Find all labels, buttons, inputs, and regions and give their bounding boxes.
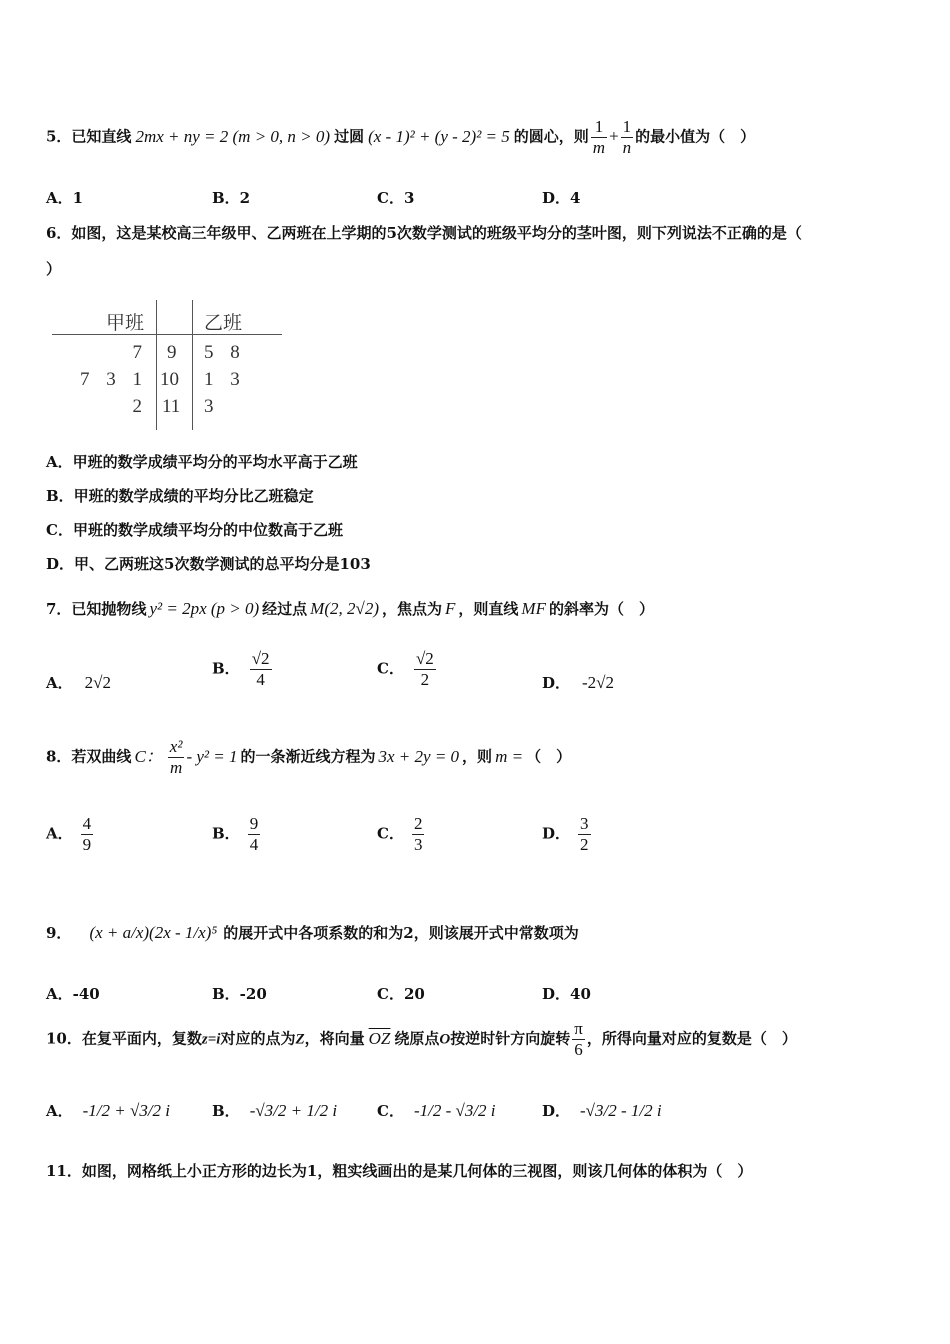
q7-option-c-label: C． xyxy=(377,659,404,678)
q5-mid-text: 过圆 xyxy=(334,127,365,146)
q9-option-d: D．40 xyxy=(542,985,591,1003)
question-7 xyxy=(46,598,654,619)
q9-option-c: C．20 xyxy=(377,985,425,1003)
q7-option-c-fraction: $\frac{√2}{2}$ xyxy=(415,649,434,689)
question-6-line-1: 6．如图，这是某校高三年级甲、乙两班在上学期的5次数学测试的班级平均分的茎叶图，则下列说法不正确的是（ xyxy=(46,224,802,242)
q5-option-c: C．3 xyxy=(377,189,415,207)
q5-plus: + xyxy=(609,126,619,146)
q5-tail: 的最小值为（ ） xyxy=(635,127,756,146)
q10-text-4: 绕原点 xyxy=(394,1029,440,1048)
q10-text-6: ，所得向量对应的复数是（ ） xyxy=(586,1029,797,1048)
q5-mid-text-2: 的圆心，则 xyxy=(513,127,589,146)
q6-option-a: A．甲班的数学成绩平均分的平均水平高于乙班 xyxy=(46,453,358,471)
q10-origin: O xyxy=(439,1031,451,1048)
q7-mid-text: 经过点 xyxy=(262,600,308,618)
question-9 xyxy=(46,922,579,943)
q9-expression: (x + a/x)(2x - 1/x)⁵ xyxy=(89,923,218,942)
q9-tail: 的展开式中各项系数的和为2，则该展开式中常数项为 xyxy=(223,924,579,942)
stem-leaf-row-2-left: 7 3 1 xyxy=(80,369,142,390)
q6-option-d: D．甲、乙两班这5次数学测试的总平均分是103 xyxy=(46,555,371,573)
q8-mid-text-2: ，则 xyxy=(462,747,493,766)
q10-option-a-value: -1/2 + √3/2 i xyxy=(82,1101,171,1120)
q9-option-a: A．-40 xyxy=(46,985,100,1003)
q8-number: 8．若双曲线 xyxy=(46,747,132,766)
q5-fraction-1: $\frac{1}{m}$ xyxy=(592,117,606,157)
q9-option-b: B．-20 xyxy=(212,985,267,1003)
q5-line-equation: 2mx + ny = 2 (m > 0, n > 0) xyxy=(135,126,331,146)
q8-equation-rest: - y² = 1 xyxy=(186,746,238,766)
stem-leaf-row-3-right: 3 xyxy=(204,396,214,417)
stem-leaf-row-3-left: 2 xyxy=(132,396,142,417)
q8-option-c-fraction: $\frac{2}{3}$ xyxy=(413,814,423,854)
stem-leaf-header-divider xyxy=(52,334,282,335)
q7-option-d-value: -2√2 xyxy=(582,673,615,692)
q8-curve-c: C： xyxy=(134,746,163,766)
question-11: 11．如图，网格纸上小正方形的边长为1，粗实线画出的是某几何体的三视图，则该几何体的体积为（ ） xyxy=(46,1162,753,1180)
q10-option-a-label: A． xyxy=(46,1102,73,1120)
q8-asymptote: 3x + 2y = 0 xyxy=(378,746,460,766)
q8-mid-text: 的一条渐近线方程为 xyxy=(240,747,376,766)
question-8 xyxy=(46,738,571,777)
q7-line-mf: MF xyxy=(521,599,546,618)
stem-leaf-left-header: 甲班 xyxy=(106,313,145,334)
q5-number: 5．已知直线 xyxy=(46,127,132,146)
q7-option-c xyxy=(377,650,438,689)
stem-leaf-divider-right xyxy=(192,300,193,430)
q8-tail: （ ） xyxy=(526,747,572,766)
stem-leaf-row-3-stem: 11 xyxy=(162,396,181,417)
q10-option-d-label: D． xyxy=(542,1102,571,1120)
q7-point: M(2, 2√2) xyxy=(310,599,379,618)
q8-option-d-fraction: $\frac{3}{2}$ xyxy=(580,814,589,854)
q10-option-c-value: -1/2 - √3/2 i xyxy=(413,1101,496,1120)
q8-option-a-label: A． xyxy=(46,824,73,843)
stem-leaf-row-2-stem: 10 xyxy=(160,369,179,390)
q10-point-z: Z xyxy=(295,1031,305,1048)
q10-text-3: ，将向量 xyxy=(304,1029,365,1048)
q10-vector-oz: $\overline{OZ}$ xyxy=(368,1028,391,1048)
stem-leaf-divider-left xyxy=(156,300,157,430)
q10-option-d xyxy=(542,1100,662,1121)
q7-option-d-label: D． xyxy=(542,674,571,692)
q10-text-1: 10．在复平面内，复数 xyxy=(46,1029,202,1048)
q8-option-a-fraction: $\frac{4}{9}$ xyxy=(82,814,92,854)
q9-number: 9． xyxy=(46,924,72,942)
q5-option-d: D．4 xyxy=(542,189,581,207)
q8-option-b-label: B． xyxy=(212,824,240,843)
stem-leaf-row-1-right: 5 8 xyxy=(204,342,240,363)
q10-text-5: 按逆时针方向旋转 xyxy=(450,1029,571,1048)
q8-option-d xyxy=(542,815,593,854)
q8-option-d-label: D． xyxy=(542,824,571,843)
q6-option-b: B．甲班的数学成绩的平均分比乙班稳定 xyxy=(46,487,314,505)
q5-option-b: B．2 xyxy=(212,189,251,207)
q8-option-a xyxy=(46,815,95,854)
question-10 xyxy=(46,1020,797,1059)
q8-fraction: $\frac{\text{x²}}{m}$ xyxy=(169,737,183,777)
q7-option-a-label: A． xyxy=(46,674,73,692)
q7-option-b xyxy=(212,650,274,689)
q10-option-a xyxy=(46,1100,170,1121)
q8-option-c-label: C． xyxy=(377,824,404,843)
stem-leaf-row-1-stem: 9 xyxy=(167,342,177,363)
q7-mid-text-2: ，焦点为 xyxy=(382,600,443,618)
q7-option-a xyxy=(46,672,111,693)
q10-option-b xyxy=(212,1100,337,1121)
q5-circle-equation: (x - 1)² + (y - 2)² = 5 xyxy=(368,126,510,146)
q7-option-b-fraction: $\frac{√2}{4}$ xyxy=(251,649,270,689)
question-5 xyxy=(46,118,755,157)
q6-option-c: C．甲班的数学成绩平均分的中位数高于乙班 xyxy=(46,521,343,539)
q7-focus: F xyxy=(445,599,456,618)
q5-option-a: A．1 xyxy=(46,189,84,207)
q7-option-a-value: 2√2 xyxy=(84,673,111,692)
stem-leaf-row-1-left: 7 xyxy=(132,342,142,363)
q8-option-c xyxy=(377,815,426,854)
q10-option-c xyxy=(377,1100,496,1121)
stem-leaf-right-header: 乙班 xyxy=(204,313,243,334)
q7-option-b-label: B． xyxy=(212,659,240,678)
q10-text-2: 对应的点为 xyxy=(220,1029,296,1048)
q10-z: z=i xyxy=(201,1031,221,1048)
q10-angle: $\frac{\pi}{6}$ xyxy=(574,1019,583,1059)
q10-option-c-label: C． xyxy=(377,1102,404,1120)
question-6-line-2: ） xyxy=(46,260,62,278)
q10-option-b-label: B． xyxy=(212,1102,240,1120)
stem-leaf-row-2-right: 1 3 xyxy=(204,369,240,390)
q7-number: 7．已知抛物线 xyxy=(46,600,147,618)
q7-tail: 的斜率为（ ） xyxy=(548,600,654,618)
q8-m: m = xyxy=(495,746,524,766)
q7-mid-text-3: ，则直线 xyxy=(458,600,519,618)
q10-option-d-value: -√3/2 - 1/2 i xyxy=(580,1101,662,1120)
q8-option-b xyxy=(212,815,262,854)
q10-option-b-value: -√3/2 + 1/2 i xyxy=(249,1101,338,1120)
q5-fraction-2: $\frac{1}{n}$ xyxy=(622,117,632,157)
q8-option-b-fraction: $\frac{9}{4}$ xyxy=(249,814,259,854)
q7-parabola: y² = 2px (p > 0) xyxy=(149,599,260,618)
stem-leaf-plot xyxy=(52,296,284,431)
q7-option-d xyxy=(542,672,614,693)
